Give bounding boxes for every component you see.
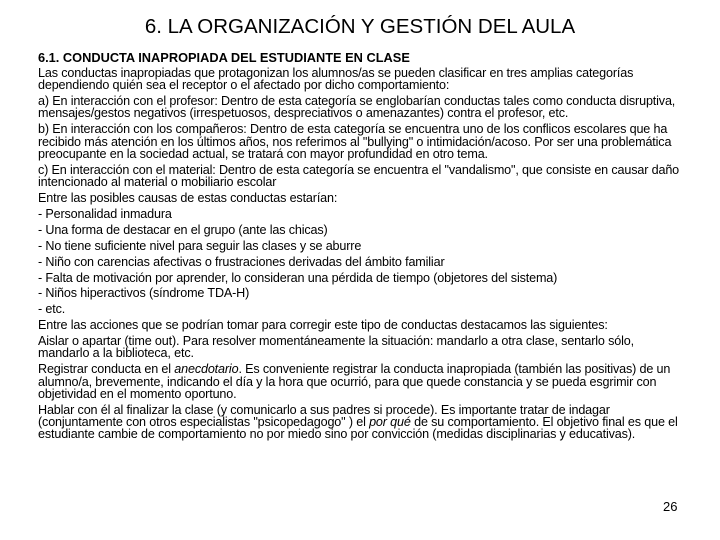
section-heading: 6.1. CONDUCTA INAPROPIADA DEL ESTUDIANTE EN CLASE: [38, 50, 410, 65]
category-b: b) En interacción con los compañeros: Dentro de esta categoría se encuentra uno de los conflicos escolares que ha recibido más atención en los últimos años, nos referimos al "bullying" o intimidación/acoso. Por ser una problemática preocupante en la sociedad actual, se tratará con mayor profundidad en otro tema.: [38, 122, 672, 161]
cause-item: - Personalidad inmadura: [38, 206, 172, 221]
actions-intro: Entre las acciones que se podrían tomar para corregir este tipo de conductas destacamos las siguientes:: [38, 318, 608, 333]
category-c: c) En interacción con el material: Dentro de esta categoría se encuentra el "vandalismo", que consiste en causar daño intencionado al material o mobiliario escolar: [38, 162, 680, 190]
action-register-prefix: Registrar conducta en el: [38, 362, 175, 377]
action-register-italic: anecdotario: [174, 362, 239, 377]
cause-item: - Falta de motivación por aprender, lo consideran una pérdida de tiempo (objetores del sistema): [38, 270, 558, 285]
action-register: [38, 363, 688, 400]
cause-item: - etc.: [38, 302, 66, 317]
document-body: [38, 51, 688, 441]
cause-item: - Niños hiperactivos (síndrome TDA-H): [38, 286, 250, 301]
action-talk-prefix: Hablar con él al finalizar la clase (y comunicarlo a sus padres si procede). Es importante tratar de indagar (conjuntamente con otros especialistas "psicopedagogo" ) el: [38, 402, 610, 430]
page-number: 26: [663, 499, 678, 514]
action-talk-suffix: de su comportamiento. El objetivo final es que el estudiante cambie de comportamiento no por miedo sino por convicción (medidas disciplinarias y educativas).: [38, 415, 678, 442]
causes-intro: Entre las posibles causas de estas conductas estarían:: [38, 191, 338, 206]
action-isolate: Aislar o apartar (time out). Para resolver momentáneamente la situación: mandarlo a otra clase, sentarlo sólo, mandarlo a la biblioteca, etc.: [38, 334, 634, 361]
action-talk-italic: por qué: [369, 415, 411, 430]
cause-item: - No tiene suficiente nivel para seguir las clases y se aburre: [38, 238, 362, 253]
cause-item: - Niño con carencias afectivas o frustraciones derivadas del ámbito familiar: [38, 254, 445, 269]
action-talk: [38, 404, 688, 441]
page-title: 6. LA ORGANIZACIÓN Y GESTIÓN DEL AULA: [144, 15, 576, 38]
cause-item: - Una forma de destacar en el grupo (ante las chicas): [38, 222, 328, 237]
action-register-suffix: . Es conveniente registrar la conducta inapropiada (también las positivas) de un alumno/a, brevemente, indicando el día y la hora que ocurrió, para que quede constancia y se pueda esgrimir con objetividad en el momento oportuno.: [38, 362, 671, 401]
category-a: a) En interacción con el profesor: Dentro de esta categoría se englobarían conductas tales como conducta disruptiva, mensajes/gestos negativos (irrespetuosos, despreciativos o amenazantes) contra el profesor, etc.: [38, 94, 676, 121]
intro-paragraph: Las conductas inapropiadas que protagonizan los alumnos/as se pueden clasificar en tres amplias categorías dependiendo quién sea el receptor o el afectado por dicho comportamiento:: [38, 66, 634, 93]
